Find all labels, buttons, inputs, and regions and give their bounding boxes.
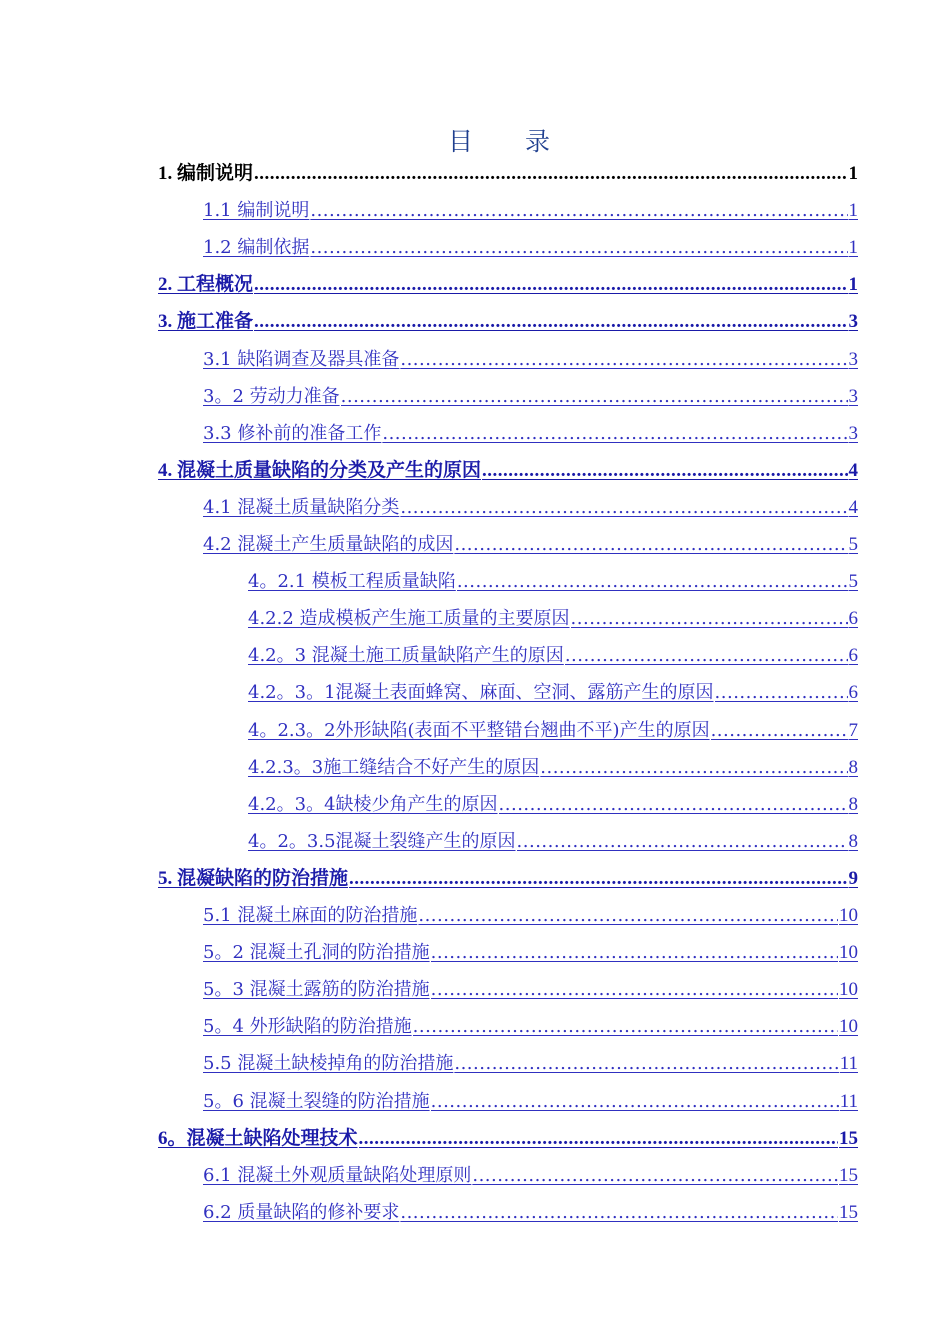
toc-entry-label: 5。4 外形缺陷的防治措施	[203, 1016, 412, 1037]
toc-dot-leader	[349, 866, 847, 892]
toc-dot-leader	[472, 1163, 838, 1189]
toc-entry-level2[interactable]	[203, 1006, 858, 1040]
toc-dot-leader	[382, 421, 847, 447]
toc-entry-label: 3.3 修补前的准备工作	[203, 423, 382, 444]
toc-page-number: 8	[848, 794, 858, 815]
toc-page-number: 15	[839, 1165, 858, 1186]
toc-entry-level3[interactable]	[248, 635, 858, 669]
toc-entry-label: 5。6 混凝土裂缝的防治措施	[203, 1091, 430, 1112]
toc-page-number: 3	[848, 311, 858, 332]
toc-entry-level1[interactable]	[158, 858, 858, 892]
toc-entry-label: 5。3 混凝土露筋的防治措施	[203, 979, 430, 1000]
toc-dot-leader	[711, 718, 848, 744]
toc-entry-label: 5. 混凝缺陷的防治措施	[158, 868, 349, 889]
toc-entry-label: 2. 工程概况	[158, 274, 254, 295]
toc-entry-label: 4.2.3。3施工缝结合不好产生的原因	[248, 757, 540, 778]
toc-entry-level3[interactable]	[248, 672, 858, 706]
toc-entry-label: 6.2 质量缺陷的修补要求	[203, 1202, 400, 1223]
toc-entry-label: 5.5 混凝土缺棱掉角的防治措施	[203, 1053, 454, 1074]
toc-entry-level2[interactable]	[203, 1155, 858, 1189]
toc-entry-level2[interactable]	[203, 1043, 858, 1077]
toc-entry-label: 5。2 混凝土孔洞的防治措施	[203, 942, 430, 963]
toc-entry-label: 6.1 混凝土外观质量缺陷处理原则	[203, 1165, 472, 1186]
toc-entry-label: 4.2 混凝土产生质量缺陷的成因	[203, 534, 454, 555]
toc-entry-label: 4.2。3 混凝土施工质量缺陷产生的原因	[248, 645, 564, 666]
toc-page-number: 5	[848, 571, 858, 592]
toc-dot-leader	[454, 1051, 838, 1077]
toc-page-number: 1	[848, 274, 858, 295]
toc-dot-leader	[310, 198, 847, 224]
toc-entry-level2[interactable]	[203, 1192, 858, 1226]
toc-entry-level2[interactable]	[203, 524, 858, 558]
toc-page-number: 1	[848, 237, 858, 258]
toc-entry-label: 5.1 混凝土麻面的防治措施	[203, 905, 418, 926]
toc-dot-leader	[254, 161, 847, 187]
toc-entry-level2[interactable]	[203, 1081, 858, 1115]
toc-page-number: 6	[848, 682, 858, 703]
toc-page-number: 8	[848, 831, 858, 852]
toc-page-number: 15	[839, 1202, 858, 1223]
toc-entry-level1[interactable]	[158, 450, 858, 484]
toc-entry-level2[interactable]	[203, 190, 858, 224]
toc-entry-label: 4.2。3。4缺棱少角产生的原因	[248, 794, 498, 815]
toc-dot-leader	[400, 347, 847, 373]
toc-entry-label: 4.2.2 造成模板产生施工质量的主要原因	[248, 608, 570, 629]
toc-entry-level1[interactable]	[158, 1118, 858, 1152]
toc-entry-label: 4。2。3.5混凝土裂缝产生的原因	[248, 831, 516, 852]
toc-dot-leader	[413, 1014, 838, 1040]
toc-entry-label: 4。2.3。2外形缺陷(表面不平整错台翘曲不平)产生的原因	[248, 720, 710, 741]
toc-title: 目 录	[448, 127, 572, 156]
toc-dot-leader	[431, 1089, 839, 1115]
toc-page-number: 10	[839, 942, 858, 963]
toc-entry-label: 6。混凝土缺陷处理技术	[158, 1128, 358, 1149]
toc-page-number: 5	[848, 534, 858, 555]
toc-entry-label: 1.2 编制依据	[203, 237, 310, 258]
toc-dot-leader	[517, 829, 848, 855]
toc-page-number: 15	[839, 1128, 858, 1149]
toc-entry-level3[interactable]	[248, 747, 858, 781]
toc-page-number: 11	[839, 1091, 858, 1112]
toc-page-number: 7	[848, 720, 858, 741]
toc-dot-leader	[571, 606, 848, 632]
toc-dot-leader	[359, 1126, 838, 1152]
toc-entry-label: 3.1 缺陷调查及器具准备	[203, 349, 400, 370]
toc-dot-leader	[310, 235, 847, 261]
toc-entry-level3[interactable]	[248, 561, 858, 595]
toc-page-number: 3	[848, 423, 858, 444]
toc-entry-label: 1. 编制说明	[158, 163, 254, 184]
toc-dot-leader	[431, 977, 838, 1003]
toc-dot-leader	[341, 384, 848, 410]
toc-page-number: 1	[848, 200, 858, 221]
toc-page-number: 11	[839, 1053, 858, 1074]
toc-dot-leader	[715, 680, 848, 706]
toc-entry-level2[interactable]	[203, 413, 858, 447]
toc-page-number: 6	[848, 608, 858, 629]
toc-page-number: 10	[839, 979, 858, 1000]
toc-page-number: 9	[848, 868, 858, 889]
toc-entry-level2[interactable]	[203, 487, 858, 521]
toc-page-number: 1	[848, 163, 858, 184]
toc-entry-label: 4.1 混凝土质量缺陷分类	[203, 497, 400, 518]
toc-dot-leader	[400, 1200, 838, 1226]
toc-page-number: 4	[848, 497, 858, 518]
toc-entry-level2[interactable]	[203, 969, 858, 1003]
toc-dot-leader	[565, 643, 848, 669]
toc-dot-leader	[400, 495, 847, 521]
toc-entry-label: 4.2。3。1混凝土表面蜂窝、麻面、空洞、露筋产生的原因	[248, 682, 714, 703]
toc-dot-leader	[454, 532, 847, 558]
toc-entry-level1[interactable]	[158, 301, 858, 335]
toc-page-number: 3	[848, 386, 858, 407]
toc-dot-leader	[499, 792, 848, 818]
toc-page-number: 4	[848, 460, 858, 481]
toc-page-number: 6	[848, 645, 858, 666]
toc-entry-level3[interactable]	[248, 598, 858, 632]
toc-entry-level2[interactable]	[203, 376, 858, 410]
toc-entry-label: 4. 混凝土质量缺陷的分类及产生的原因	[158, 460, 482, 481]
toc-entry-level1	[158, 153, 858, 187]
toc-page-number: 10	[839, 1016, 858, 1037]
toc-dot-leader	[431, 940, 838, 966]
toc-entry-level3[interactable]	[248, 710, 858, 744]
toc-entry-level2[interactable]	[203, 227, 858, 261]
toc-page-number: 8	[848, 757, 858, 778]
toc-dot-leader	[482, 458, 847, 484]
toc-entry-level1[interactable]	[158, 264, 858, 298]
toc-entry-label: 3. 施工准备	[158, 311, 254, 332]
toc-entry-level2[interactable]	[203, 932, 858, 966]
toc-dot-leader	[418, 903, 838, 929]
toc-page-number: 10	[839, 905, 858, 926]
toc-dot-leader	[254, 272, 847, 298]
toc-entry-label: 4。2.1 模板工程质量缺陷	[248, 571, 456, 592]
toc-entry-label: 3。2 劳动力准备	[203, 386, 340, 407]
toc-entry-level3[interactable]	[248, 821, 858, 855]
toc-dot-leader	[457, 569, 848, 595]
toc-entry-level2[interactable]	[203, 895, 858, 929]
toc-entry-level3[interactable]	[248, 784, 858, 818]
toc-dot-leader	[540, 755, 847, 781]
toc-page-number: 3	[848, 349, 858, 370]
toc-dot-leader	[254, 309, 847, 335]
toc-entry-level2[interactable]	[203, 339, 858, 373]
toc-entry-label: 1.1 编制说明	[203, 200, 310, 221]
